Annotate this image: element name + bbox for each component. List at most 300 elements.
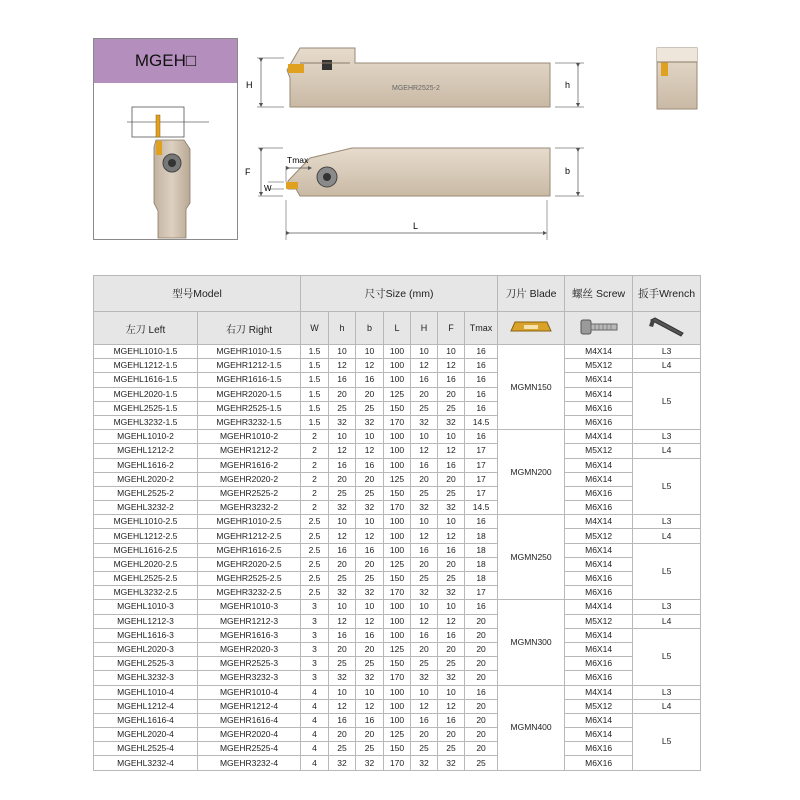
size-l-cell: 150 xyxy=(384,742,411,756)
size-b-cell: 32 xyxy=(356,586,384,600)
table-row xyxy=(94,444,701,458)
size-l-cell: 125 xyxy=(384,387,411,401)
size-h-cell: 16 xyxy=(329,543,356,557)
size-h-cell: 10 xyxy=(329,685,356,699)
size-tmax-cell: 17 xyxy=(465,458,498,472)
size-f-cell: 32 xyxy=(438,756,465,770)
size-h-cell: 25 xyxy=(329,486,356,500)
size-f-cell: 12 xyxy=(438,699,465,713)
spec-table-body xyxy=(94,345,701,771)
size-l-cell: 100 xyxy=(384,515,411,529)
screw-cell: M4X14 xyxy=(565,515,633,529)
size-H-cell: 16 xyxy=(411,628,438,642)
size-w-cell: 4 xyxy=(301,728,329,742)
table-row xyxy=(94,557,701,571)
size-b-cell: 10 xyxy=(356,600,384,614)
model-right-cell: MGEHR1212-2 xyxy=(198,444,301,458)
size-w-cell: 1.5 xyxy=(301,359,329,373)
screw-icon xyxy=(565,312,633,345)
header-left: 左刀 Left xyxy=(94,312,198,345)
screw-cell: M6X16 xyxy=(565,415,633,429)
model-left-cell: MGEHL2525-2 xyxy=(94,486,198,500)
size-w-cell: 1.5 xyxy=(301,373,329,387)
size-w-cell: 2 xyxy=(301,472,329,486)
size-h-cell: 25 xyxy=(329,401,356,415)
screw-cell: M6X16 xyxy=(565,742,633,756)
table-row xyxy=(94,628,701,642)
size-b-cell: 16 xyxy=(356,458,384,472)
size-w-cell: 3 xyxy=(301,614,329,628)
size-H-cell: 32 xyxy=(411,756,438,770)
size-f-cell: 32 xyxy=(438,415,465,429)
size-h-cell: 32 xyxy=(329,586,356,600)
size-f-cell: 16 xyxy=(438,373,465,387)
dim-label-b: b xyxy=(565,166,571,176)
size-f-cell: 32 xyxy=(438,586,465,600)
model-right-cell: MGEHR3232-2 xyxy=(198,501,301,515)
size-h-cell: 20 xyxy=(329,728,356,742)
spec-table xyxy=(93,275,701,771)
size-H-cell: 32 xyxy=(411,415,438,429)
size-tmax-cell: 17 xyxy=(465,486,498,500)
size-l-cell: 100 xyxy=(384,373,411,387)
model-left-cell: MGEHL1212-2.5 xyxy=(94,529,198,543)
header-col-b: b xyxy=(356,312,384,345)
size-f-cell: 20 xyxy=(438,387,465,401)
wrench-cell: L4 xyxy=(633,614,701,628)
size-h-cell: 12 xyxy=(329,444,356,458)
model-right-cell: MGEHR2525-2 xyxy=(198,486,301,500)
blade-cell: MGMN150 xyxy=(498,345,565,430)
size-h-cell: 10 xyxy=(329,515,356,529)
size-h-cell: 20 xyxy=(329,557,356,571)
size-tmax-cell: 16 xyxy=(465,359,498,373)
size-H-cell: 12 xyxy=(411,444,438,458)
size-H-cell: 16 xyxy=(411,713,438,727)
table-row xyxy=(94,543,701,557)
size-H-cell: 10 xyxy=(411,515,438,529)
header-wrench: 扳手Wrench xyxy=(633,276,701,312)
table-row xyxy=(94,458,701,472)
model-right-cell: MGEHR1010-3 xyxy=(198,600,301,614)
header-col-h: h xyxy=(329,312,356,345)
table-row xyxy=(94,359,701,373)
model-right-cell: MGEHR3232-1.5 xyxy=(198,415,301,429)
model-right-cell: MGEHR1010-2 xyxy=(198,430,301,444)
model-right-cell: MGEHR1616-4 xyxy=(198,713,301,727)
size-H-cell: 10 xyxy=(411,600,438,614)
size-f-cell: 25 xyxy=(438,572,465,586)
size-h-cell: 25 xyxy=(329,742,356,756)
wrench-cell: L5 xyxy=(633,543,701,600)
model-left-cell: MGEHL1616-2.5 xyxy=(94,543,198,557)
size-h-cell: 12 xyxy=(329,614,356,628)
screw-cell: M5X12 xyxy=(565,359,633,373)
size-l-cell: 100 xyxy=(384,543,411,557)
size-l-cell: 100 xyxy=(384,359,411,373)
size-tmax-cell: 14.5 xyxy=(465,415,498,429)
size-h-cell: 12 xyxy=(329,699,356,713)
screw-cell: M6X14 xyxy=(565,557,633,571)
table-row xyxy=(94,430,701,444)
size-tmax-cell: 16 xyxy=(465,387,498,401)
size-H-cell: 12 xyxy=(411,614,438,628)
model-left-cell: MGEHL1616-1.5 xyxy=(94,373,198,387)
size-tmax-cell: 16 xyxy=(465,685,498,699)
size-tmax-cell: 20 xyxy=(465,614,498,628)
size-f-cell: 16 xyxy=(438,628,465,642)
model-left-cell: MGEHL2020-2.5 xyxy=(94,557,198,571)
size-f-cell: 10 xyxy=(438,600,465,614)
size-H-cell: 32 xyxy=(411,586,438,600)
model-right-cell: MGEHR3232-2.5 xyxy=(198,586,301,600)
size-b-cell: 20 xyxy=(356,642,384,656)
size-tmax-cell: 17 xyxy=(465,472,498,486)
screw-cell: M6X14 xyxy=(565,458,633,472)
size-h-cell: 25 xyxy=(329,572,356,586)
size-h-cell: 20 xyxy=(329,642,356,656)
screw-cell: M6X16 xyxy=(565,501,633,515)
screw-cell: M6X16 xyxy=(565,671,633,685)
size-b-cell: 25 xyxy=(356,401,384,415)
size-b-cell: 12 xyxy=(356,614,384,628)
model-left-cell: MGEHL1010-2.5 xyxy=(94,515,198,529)
size-l-cell: 170 xyxy=(384,501,411,515)
screw-cell: M6X16 xyxy=(565,657,633,671)
size-b-cell: 25 xyxy=(356,572,384,586)
size-h-cell: 16 xyxy=(329,373,356,387)
size-f-cell: 10 xyxy=(438,345,465,359)
model-right-cell: MGEHR1616-2 xyxy=(198,458,301,472)
size-b-cell: 10 xyxy=(356,685,384,699)
wrench-cell: L4 xyxy=(633,699,701,713)
size-tmax-cell: 20 xyxy=(465,642,498,656)
model-left-cell: MGEHL2020-1.5 xyxy=(94,387,198,401)
size-w-cell: 2.5 xyxy=(301,586,329,600)
size-w-cell: 2 xyxy=(301,430,329,444)
size-w-cell: 3 xyxy=(301,671,329,685)
model-left-cell: MGEHL3232-2.5 xyxy=(94,586,198,600)
size-f-cell: 32 xyxy=(438,671,465,685)
wrench-cell: L3 xyxy=(633,515,701,529)
model-right-cell: MGEHR1616-2.5 xyxy=(198,543,301,557)
size-h-cell: 20 xyxy=(329,472,356,486)
size-H-cell: 20 xyxy=(411,642,438,656)
size-w-cell: 3 xyxy=(301,628,329,642)
size-w-cell: 2 xyxy=(301,458,329,472)
size-b-cell: 25 xyxy=(356,742,384,756)
size-l-cell: 125 xyxy=(384,472,411,486)
size-H-cell: 25 xyxy=(411,572,438,586)
size-H-cell: 10 xyxy=(411,430,438,444)
model-right-cell: MGEHR2525-1.5 xyxy=(198,401,301,415)
blade-cell: MGMN400 xyxy=(498,685,565,770)
table-row xyxy=(94,586,701,600)
size-w-cell: 3 xyxy=(301,657,329,671)
size-H-cell: 32 xyxy=(411,501,438,515)
model-right-cell: MGEHR1212-2.5 xyxy=(198,529,301,543)
size-b-cell: 10 xyxy=(356,430,384,444)
dim-label-F: F xyxy=(245,167,251,177)
table-row xyxy=(94,401,701,415)
dimension-drawings xyxy=(0,0,800,260)
size-w-cell: 1.5 xyxy=(301,387,329,401)
size-tmax-cell: 18 xyxy=(465,529,498,543)
size-tmax-cell: 16 xyxy=(465,345,498,359)
size-H-cell: 20 xyxy=(411,728,438,742)
model-right-cell: MGEHR2020-2 xyxy=(198,472,301,486)
model-left-cell: MGEHL2525-2.5 xyxy=(94,572,198,586)
size-H-cell: 32 xyxy=(411,671,438,685)
end-view-drawing xyxy=(657,48,697,109)
size-l-cell: 170 xyxy=(384,415,411,429)
size-l-cell: 150 xyxy=(384,401,411,415)
size-l-cell: 170 xyxy=(384,586,411,600)
table-row xyxy=(94,614,701,628)
size-l-cell: 125 xyxy=(384,642,411,656)
size-l-cell: 100 xyxy=(384,713,411,727)
size-l-cell: 150 xyxy=(384,486,411,500)
model-right-cell: MGEHR2525-3 xyxy=(198,657,301,671)
size-b-cell: 32 xyxy=(356,671,384,685)
model-left-cell: MGEHL1212-3 xyxy=(94,614,198,628)
header-col-L: L xyxy=(384,312,411,345)
screw-cell: M5X12 xyxy=(565,699,633,713)
table-row xyxy=(94,657,701,671)
dim-label-W: W xyxy=(264,184,272,193)
header-col-W: W xyxy=(301,312,329,345)
model-left-cell: MGEHL1212-1.5 xyxy=(94,359,198,373)
model-left-cell: MGEHL3232-2 xyxy=(94,501,198,515)
screw-cell: M6X16 xyxy=(565,586,633,600)
wrench-cell: L3 xyxy=(633,345,701,359)
engraving-text: MGEHR2525-2 xyxy=(392,85,440,92)
size-H-cell: 10 xyxy=(411,685,438,699)
screw-cell: M6X14 xyxy=(565,728,633,742)
model-left-cell: MGEHL1212-2 xyxy=(94,444,198,458)
table-row xyxy=(94,486,701,500)
header-screw: 螺丝 Screw xyxy=(565,276,633,312)
size-tmax-cell: 18 xyxy=(465,572,498,586)
screw-cell: M6X14 xyxy=(565,628,633,642)
size-b-cell: 25 xyxy=(356,657,384,671)
screw-cell: M5X12 xyxy=(565,614,633,628)
size-h-cell: 10 xyxy=(329,345,356,359)
size-w-cell: 2.5 xyxy=(301,543,329,557)
size-f-cell: 10 xyxy=(438,685,465,699)
size-l-cell: 100 xyxy=(384,685,411,699)
model-right-cell: MGEHR2020-4 xyxy=(198,728,301,742)
size-f-cell: 12 xyxy=(438,359,465,373)
size-h-cell: 20 xyxy=(329,387,356,401)
wrench-cell: L4 xyxy=(633,444,701,458)
size-w-cell: 4 xyxy=(301,713,329,727)
model-left-cell: MGEHL1010-3 xyxy=(94,600,198,614)
size-w-cell: 3 xyxy=(301,642,329,656)
size-l-cell: 150 xyxy=(384,572,411,586)
table-row xyxy=(94,515,701,529)
header-right: 右刀 Right xyxy=(198,312,301,345)
size-tmax-cell: 20 xyxy=(465,742,498,756)
header-col-F: F xyxy=(438,312,465,345)
size-l-cell: 100 xyxy=(384,614,411,628)
table-row xyxy=(94,728,701,742)
size-tmax-cell: 18 xyxy=(465,557,498,571)
size-tmax-cell: 16 xyxy=(465,373,498,387)
size-h-cell: 32 xyxy=(329,415,356,429)
size-H-cell: 12 xyxy=(411,699,438,713)
size-h-cell: 10 xyxy=(329,600,356,614)
model-left-cell: MGEHL1010-1.5 xyxy=(94,345,198,359)
model-left-cell: MGEHL2525-4 xyxy=(94,742,198,756)
size-l-cell: 100 xyxy=(384,529,411,543)
size-f-cell: 12 xyxy=(438,444,465,458)
model-left-cell: MGEHL3232-3 xyxy=(94,671,198,685)
table-row xyxy=(94,685,701,699)
size-tmax-cell: 17 xyxy=(465,586,498,600)
size-f-cell: 16 xyxy=(438,713,465,727)
size-l-cell: 100 xyxy=(384,458,411,472)
size-h-cell: 12 xyxy=(329,529,356,543)
size-l-cell: 100 xyxy=(384,628,411,642)
model-right-cell: MGEHR3232-3 xyxy=(198,671,301,685)
table-row xyxy=(94,387,701,401)
size-tmax-cell: 20 xyxy=(465,628,498,642)
dim-label-Tmax: Tmax xyxy=(287,155,309,165)
size-w-cell: 2.5 xyxy=(301,557,329,571)
model-right-cell: MGEHR1212-3 xyxy=(198,614,301,628)
size-l-cell: 150 xyxy=(384,657,411,671)
size-b-cell: 10 xyxy=(356,515,384,529)
size-f-cell: 25 xyxy=(438,657,465,671)
model-right-cell: MGEHR1212-4 xyxy=(198,699,301,713)
header-col-H: H xyxy=(411,312,438,345)
size-b-cell: 25 xyxy=(356,486,384,500)
screw-cell: M4X14 xyxy=(565,685,633,699)
screw-cell: M6X14 xyxy=(565,713,633,727)
model-left-cell: MGEHL3232-4 xyxy=(94,756,198,770)
blade-cell: MGMN250 xyxy=(498,515,565,600)
screw-cell: M6X16 xyxy=(565,572,633,586)
size-h-cell: 32 xyxy=(329,671,356,685)
panel-title: MGEH□ xyxy=(94,39,237,83)
size-h-cell: 10 xyxy=(329,430,356,444)
size-h-cell: 12 xyxy=(329,359,356,373)
size-f-cell: 10 xyxy=(438,430,465,444)
table-row xyxy=(94,501,701,515)
model-left-cell: MGEHL1616-4 xyxy=(94,713,198,727)
size-H-cell: 25 xyxy=(411,742,438,756)
size-b-cell: 16 xyxy=(356,628,384,642)
model-right-cell: MGEHR1010-1.5 xyxy=(198,345,301,359)
model-left-cell: MGEHL2525-3 xyxy=(94,657,198,671)
model-left-cell: MGEHL2020-4 xyxy=(94,728,198,742)
size-l-cell: 100 xyxy=(384,430,411,444)
size-b-cell: 16 xyxy=(356,373,384,387)
size-f-cell: 12 xyxy=(438,614,465,628)
size-l-cell: 100 xyxy=(384,699,411,713)
size-f-cell: 20 xyxy=(438,728,465,742)
size-tmax-cell: 20 xyxy=(465,713,498,727)
size-f-cell: 25 xyxy=(438,486,465,500)
model-left-cell: MGEHL1212-4 xyxy=(94,699,198,713)
wrench-cell: L3 xyxy=(633,600,701,614)
size-h-cell: 25 xyxy=(329,657,356,671)
size-w-cell: 1.5 xyxy=(301,345,329,359)
size-tmax-cell: 17 xyxy=(465,444,498,458)
size-tmax-cell: 14.5 xyxy=(465,501,498,515)
table-row xyxy=(94,572,701,586)
dim-label-H: H xyxy=(246,80,253,90)
table-row xyxy=(94,373,701,387)
size-w-cell: 1.5 xyxy=(301,401,329,415)
size-b-cell: 32 xyxy=(356,756,384,770)
model-right-cell: MGEHR1212-1.5 xyxy=(198,359,301,373)
size-w-cell: 4 xyxy=(301,699,329,713)
dim-label-L: L xyxy=(413,221,419,231)
size-w-cell: 2 xyxy=(301,486,329,500)
screw-cell: M4X14 xyxy=(565,430,633,444)
size-w-cell: 1.5 xyxy=(301,415,329,429)
table-row xyxy=(94,600,701,614)
screw-cell: M4X14 xyxy=(565,345,633,359)
model-left-cell: MGEHL3232-1.5 xyxy=(94,415,198,429)
screw-cell: M6X14 xyxy=(565,472,633,486)
size-H-cell: 12 xyxy=(411,529,438,543)
blade-cell: MGMN300 xyxy=(498,600,565,685)
size-l-cell: 125 xyxy=(384,728,411,742)
size-tmax-cell: 20 xyxy=(465,699,498,713)
size-f-cell: 32 xyxy=(438,501,465,515)
side-view-drawing xyxy=(246,48,584,107)
size-H-cell: 12 xyxy=(411,359,438,373)
model-left-cell: MGEHL1010-4 xyxy=(94,685,198,699)
size-tmax-cell: 20 xyxy=(465,728,498,742)
table-row xyxy=(94,756,701,770)
model-left-cell: MGEHL1616-2 xyxy=(94,458,198,472)
model-right-cell: MGEHR2020-1.5 xyxy=(198,387,301,401)
model-right-cell: MGEHR2020-2.5 xyxy=(198,557,301,571)
wrench-cell: L4 xyxy=(633,529,701,543)
size-w-cell: 4 xyxy=(301,685,329,699)
model-right-cell: MGEHR1616-3 xyxy=(198,628,301,642)
screw-cell: M6X16 xyxy=(565,486,633,500)
size-H-cell: 16 xyxy=(411,458,438,472)
size-l-cell: 170 xyxy=(384,756,411,770)
header-blade: 刀片 Blade xyxy=(498,276,565,312)
size-h-cell: 16 xyxy=(329,458,356,472)
size-l-cell: 125 xyxy=(384,557,411,571)
size-H-cell: 20 xyxy=(411,557,438,571)
size-f-cell: 16 xyxy=(438,543,465,557)
model-right-cell: MGEHR2020-3 xyxy=(198,642,301,656)
screw-cell: M6X16 xyxy=(565,401,633,415)
size-tmax-cell: 16 xyxy=(465,600,498,614)
model-left-cell: MGEHL1616-3 xyxy=(94,628,198,642)
screw-cell: M5X12 xyxy=(565,529,633,543)
size-tmax-cell: 16 xyxy=(465,515,498,529)
size-b-cell: 12 xyxy=(356,359,384,373)
size-b-cell: 16 xyxy=(356,713,384,727)
size-w-cell: 2 xyxy=(301,444,329,458)
model-left-cell: MGEHL2020-2 xyxy=(94,472,198,486)
screw-cell: M6X14 xyxy=(565,373,633,387)
size-h-cell: 32 xyxy=(329,756,356,770)
wrench-cell: L5 xyxy=(633,373,701,430)
size-w-cell: 2.5 xyxy=(301,572,329,586)
screw-cell: M6X16 xyxy=(565,756,633,770)
size-h-cell: 16 xyxy=(329,628,356,642)
